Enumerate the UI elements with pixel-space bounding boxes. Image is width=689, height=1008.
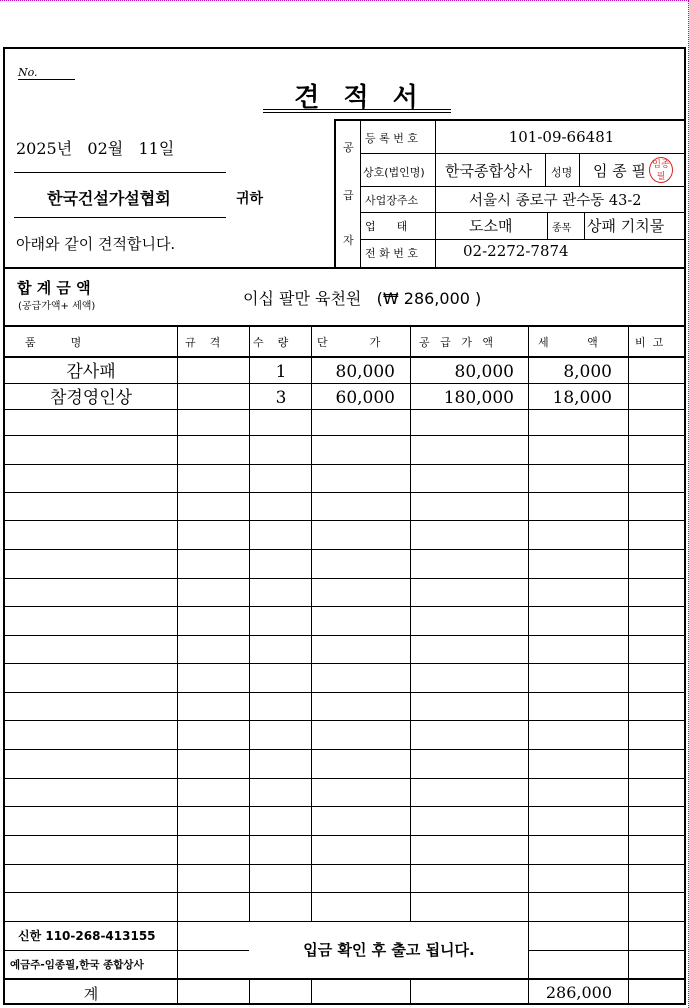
item-2-tax: 18,000 xyxy=(552,388,612,408)
row-line xyxy=(5,864,686,865)
row-line xyxy=(5,749,686,750)
row-line xyxy=(528,950,686,951)
item-1-qty: 1 xyxy=(275,362,287,382)
col-line xyxy=(528,325,529,1003)
item-1-name: 감사패 xyxy=(66,362,116,382)
item-2-name: 참경영인상 xyxy=(49,388,133,408)
ceo-value: 임 종 필 xyxy=(593,162,647,180)
company-seal: 임종 필 xyxy=(649,157,673,183)
address-value: 서울시 종로구 관수동 43-2 xyxy=(469,193,642,209)
sum-label: 계 xyxy=(83,985,99,1003)
col-header-spec: 규 격 xyxy=(185,336,221,349)
bank-account: 신한 110-268-413155 xyxy=(18,929,156,943)
row-line xyxy=(5,663,686,664)
company-label: 상호(법인명) xyxy=(363,166,425,179)
intro-text: 아래와 같이 견적합니다. xyxy=(16,235,176,253)
col-line xyxy=(628,325,629,1003)
item-1-tax: 8,000 xyxy=(563,362,612,382)
col-header-note: 비 고 xyxy=(635,336,664,349)
total-sublabel: (공급가액+ 세액) xyxy=(18,301,96,312)
row-line xyxy=(5,892,686,893)
phone-label: 전 화 번 호 xyxy=(365,247,418,260)
company-value: 한국종합상사 xyxy=(445,162,532,180)
estimate-date: 2025년 02월 11일 xyxy=(16,139,175,158)
col-header-qty: 수 량 xyxy=(253,336,289,349)
col-line xyxy=(249,325,250,921)
title-underline-2 xyxy=(263,112,451,113)
col-line xyxy=(311,978,312,1003)
row-line xyxy=(5,578,686,579)
col-line xyxy=(249,978,250,1003)
supplier-side-label-2: 급 xyxy=(343,189,354,202)
row-line xyxy=(5,635,686,636)
row-line xyxy=(5,778,686,779)
date-line xyxy=(14,172,226,173)
col-line xyxy=(177,325,178,1003)
row-line xyxy=(5,435,686,436)
row-line xyxy=(5,464,686,465)
recipient-honorific: 귀하 xyxy=(236,191,264,207)
row-line xyxy=(5,921,686,922)
total-divider xyxy=(5,325,686,327)
address-label: 사업장주소 xyxy=(365,194,419,207)
row-line xyxy=(5,492,686,493)
col-header-item: 품 명 xyxy=(25,336,82,349)
item-1-supply: 80,000 xyxy=(454,362,514,382)
col-header-tax: 세 액 xyxy=(538,336,598,349)
sum-value: 286,000 xyxy=(545,983,612,1002)
doc-number-label: No. xyxy=(18,66,75,80)
col-header-supply: 공 급 가 액 xyxy=(419,336,493,349)
supplier-side-label-1: 공 xyxy=(343,141,354,154)
col-header-unit-price: 단 가 xyxy=(317,336,381,349)
col-line xyxy=(311,325,312,921)
total-amount: 이십 팔만 육천원 (₩ 286,000 ) xyxy=(243,289,482,308)
estimate-form xyxy=(3,47,686,1005)
reg-number-label: 등 록 번 호 xyxy=(365,132,418,145)
row-line xyxy=(5,720,686,721)
business-value: 도소매 xyxy=(469,217,513,235)
doc-title: 견 적 서 xyxy=(294,83,420,113)
item-2-supply: 180,000 xyxy=(443,388,514,408)
row-line xyxy=(5,356,686,358)
item-1-unit-price: 80,000 xyxy=(335,362,395,382)
payment-notice: 입금 확인 후 출고 됩니다. xyxy=(303,941,475,959)
header-divider xyxy=(5,267,686,269)
col-line xyxy=(410,325,411,921)
item-2-unit-price: 60,000 xyxy=(335,388,395,408)
title-underline xyxy=(263,109,451,110)
col-line xyxy=(410,978,411,1003)
row-line xyxy=(5,520,686,521)
recipient-name: 한국건설가설협회 xyxy=(47,189,171,208)
category-value: 상패 기치물 xyxy=(587,217,665,235)
reg-number-value: 101-09-66481 xyxy=(508,128,615,146)
total-label: 합 계 금 액 xyxy=(17,279,91,297)
recipient-line xyxy=(14,217,226,218)
ceo-label: 성명 xyxy=(551,166,573,179)
row-line xyxy=(5,950,249,951)
category-label: 종목 xyxy=(552,223,572,234)
supplier-side-label-3: 자 xyxy=(343,234,354,247)
phone-value: 02-2272-7874 xyxy=(463,242,569,260)
page-top-guide xyxy=(0,0,689,1)
row-line xyxy=(5,978,686,980)
account-holder: 예금주-임종필,한국 종합상사 xyxy=(10,959,144,971)
item-2-qty: 3 xyxy=(275,388,287,408)
row-line xyxy=(5,549,686,550)
row-line xyxy=(5,692,686,693)
row-line xyxy=(5,806,686,807)
business-label: 업 태 xyxy=(365,220,408,233)
row-line xyxy=(5,606,686,607)
row-line xyxy=(5,835,686,836)
